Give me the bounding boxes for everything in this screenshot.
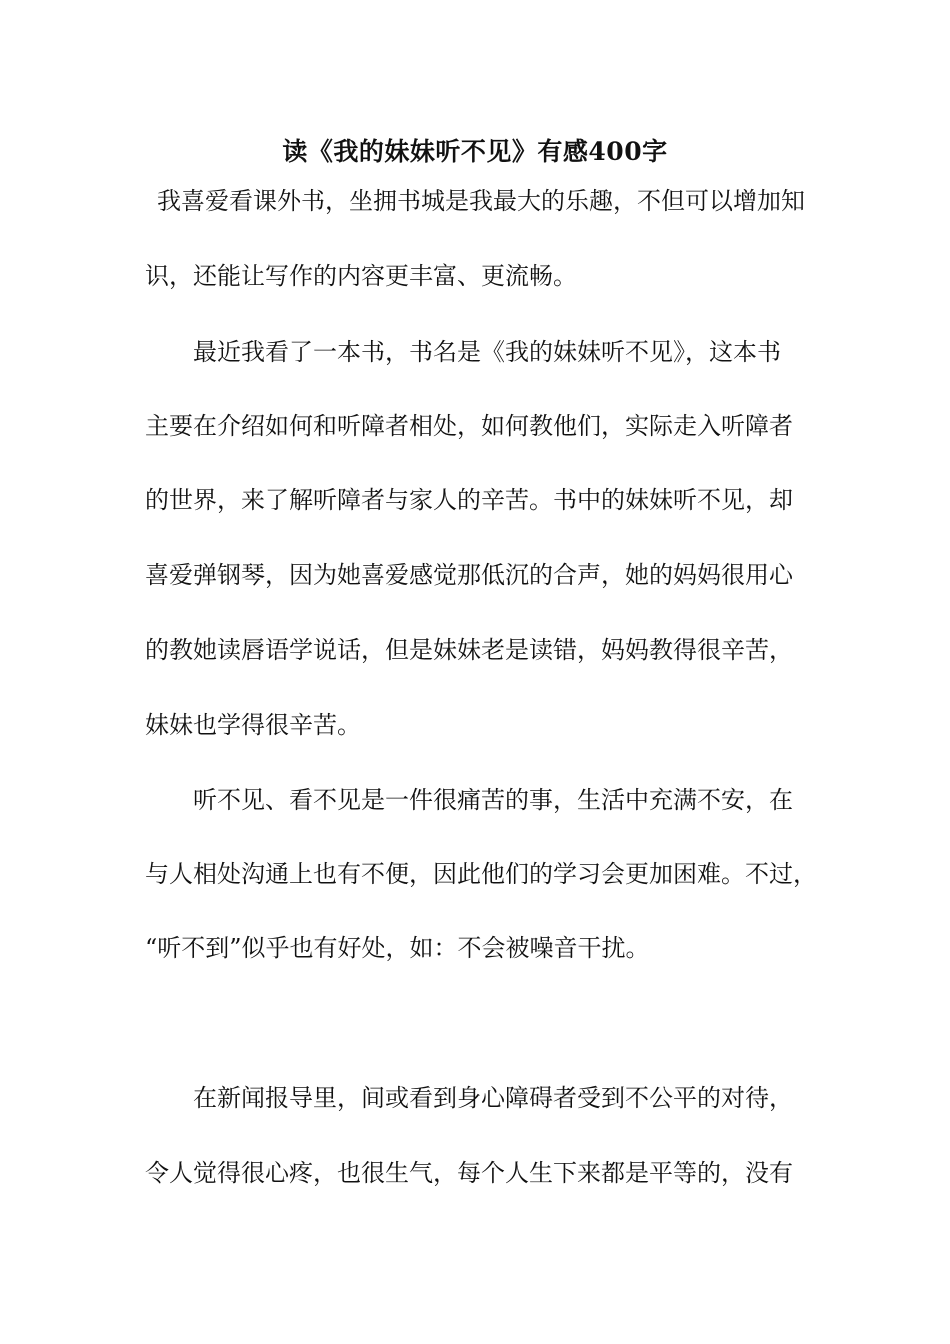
paragraph-line: 识，还能让写作的内容更丰富、更流畅。 — [145, 262, 577, 290]
paragraph-line: 的教她读唇语学说话，但是妹妹老是读错，妈妈教得很辛苦， — [145, 636, 793, 664]
paragraph-line: 我喜爱看课外书，坐拥书城是我最大的乐趣，不但可以增加知 — [157, 187, 805, 215]
paragraph-line: 最近我看了一本书，书名是《我的妹妹听不见》，这本书 — [193, 338, 781, 366]
paragraph-line: 喜爱弹钢琴，因为她喜爱感觉那低沉的合声，她的妈妈很用心 — [145, 561, 793, 589]
paragraph-line: 主要在介绍如何和听障者相处，如何教他们，实际走入听障者 — [145, 412, 793, 440]
paragraph-line: 令人觉得很心疼，也很生气，每个人生下来都是平等的，没有 — [145, 1159, 793, 1187]
paragraph-line: 妹妹也学得很辛苦。 — [145, 711, 361, 739]
paragraph-line: 在新闻报导里，间或看到身心障碍者受到不公平的对待， — [193, 1084, 793, 1112]
document-title: 读《我的妹妹听不见》有感400字 — [282, 137, 668, 166]
paragraph-line: 的世界，来了解听障者与家人的辛苦。书中的妹妹听不见，却 — [145, 486, 793, 514]
paragraph-line: 与人相处沟通上也有不便，因此他们的学习会更加困难。不过， — [145, 860, 817, 888]
paragraph-line: 听不见、看不见是一件很痛苦的事，生活中充满不安，在 — [193, 786, 793, 814]
paragraph-line: “听不到”似乎也有好处，如：不会被噪音干扰。 — [145, 934, 650, 962]
